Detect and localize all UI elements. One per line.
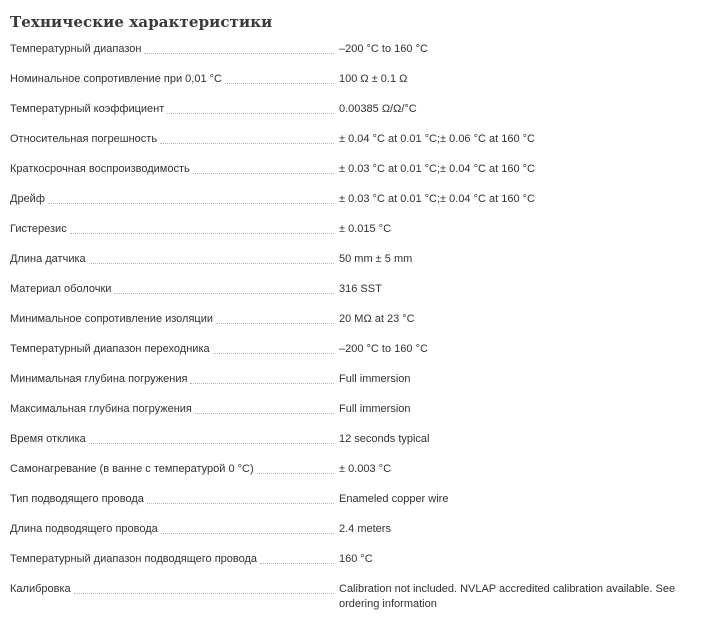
- spec-value: Full immersion: [339, 403, 411, 415]
- dotted-leader: [70, 222, 334, 234]
- spec-row: [0, 304, 728, 334]
- spec-row: [0, 244, 728, 274]
- spec-label-text: Максимальная глубина погружения: [10, 403, 192, 415]
- spec-label-text: Температурный диапазон подводящего провода: [10, 553, 258, 565]
- spec-value: 100 Ω ± 0.1 Ω: [339, 73, 408, 85]
- dotted-leader: [225, 72, 334, 84]
- spec-value: 50 mm ± 5 mm: [339, 253, 413, 265]
- dotted-leader: [260, 552, 334, 564]
- spec-label: [0, 574, 336, 604]
- spec-label-text: Калибровка: [10, 583, 71, 595]
- dotted-leader: [167, 102, 334, 114]
- spec-value: ± 0.03 °C at 0.01 °C;± 0.04 °C at 160 °C: [339, 193, 535, 205]
- spec-label: [0, 124, 336, 154]
- spec-label-text: Гистерезис: [10, 223, 67, 235]
- spec-value: –200 °C to 160 °C: [339, 43, 428, 55]
- spec-label: [0, 484, 336, 514]
- spec-row: [0, 544, 728, 574]
- dotted-leader: [89, 432, 334, 444]
- spec-label-text: Относительная погрешность: [10, 133, 158, 145]
- spec-value: 12 seconds typical: [339, 433, 430, 445]
- spec-list: [0, 34, 728, 610]
- dotted-leader: [114, 282, 334, 294]
- spec-row: [0, 424, 728, 454]
- spec-label: [0, 304, 336, 334]
- spec-label: [0, 94, 336, 124]
- dotted-leader: [193, 162, 334, 174]
- spec-label-text: Минимальное сопротивление изоляции: [10, 313, 214, 325]
- spec-label-text: Длина датчика: [10, 253, 86, 265]
- spec-label-text: Самонагревание (в ванне с температурой 0 °C): [10, 463, 254, 475]
- spec-label: [0, 394, 336, 424]
- spec-label: [0, 454, 336, 484]
- spec-label: [0, 64, 336, 94]
- spec-row: [0, 514, 728, 544]
- spec-value: ± 0.003 °C: [339, 463, 392, 475]
- dotted-leader: [160, 132, 334, 144]
- spec-label-text: Минимальная глубина погружения: [10, 373, 188, 385]
- spec-row: [0, 124, 728, 154]
- spec-label-text: Номинальное сопротивление при 0,01 °C: [10, 73, 222, 85]
- spec-value: 2.4 meters: [339, 523, 391, 535]
- spec-row: [0, 364, 728, 394]
- spec-row: [0, 574, 728, 610]
- spec-label: [0, 334, 336, 364]
- spec-label: [0, 544, 336, 574]
- spec-label: [0, 184, 336, 214]
- spec-label-text: Время отклика: [10, 433, 86, 445]
- spec-row: [0, 454, 728, 484]
- spec-value: Full immersion: [339, 373, 411, 385]
- spec-label-text: Температурный диапазон: [10, 43, 142, 55]
- spec-value: 0.00385 Ω/Ω/°C: [339, 103, 417, 115]
- spec-row: [0, 214, 728, 244]
- spec-label: [0, 214, 336, 244]
- dotted-leader: [257, 462, 334, 474]
- spec-value: Calibration not included. NVLAP accredited calibration available. See ordering information: [339, 583, 676, 610]
- spec-row: [0, 94, 728, 124]
- spec-value: –200 °C to 160 °C: [339, 343, 428, 355]
- spec-label-text: Температурный коэффициент: [10, 103, 165, 115]
- spec-value: ± 0.03 °C at 0.01 °C;± 0.04 °C at 160 °C: [339, 163, 535, 175]
- spec-value: 316 SST: [339, 283, 382, 295]
- spec-label-text: Материал оболочки: [10, 283, 112, 295]
- spec-label-text: Дрейф: [10, 193, 45, 205]
- spec-row: [0, 34, 728, 64]
- spec-value: 160 °C: [339, 553, 373, 565]
- dotted-leader: [74, 582, 334, 594]
- spec-label-text: Краткосрочная воспроизводимость: [10, 163, 190, 175]
- spec-label: [0, 34, 336, 64]
- spec-label: [0, 364, 336, 394]
- spec-label-text: Температурный диапазон переходника: [10, 343, 210, 355]
- spec-row: [0, 394, 728, 424]
- spec-label: [0, 244, 336, 274]
- spec-label: [0, 274, 336, 304]
- spec-value: ± 0.04 °C at 0.01 °C;± 0.06 °C at 160 °C: [339, 133, 535, 145]
- spec-row: [0, 484, 728, 514]
- page-title: Технические характеристики: [10, 13, 273, 31]
- spec-row: [0, 184, 728, 214]
- dotted-leader: [147, 492, 334, 504]
- spec-row: [0, 154, 728, 184]
- spec-value: 20 MΩ at 23 °C: [339, 313, 415, 325]
- spec-row: [0, 334, 728, 364]
- dotted-leader: [216, 312, 334, 324]
- spec-row: [0, 274, 728, 304]
- spec-label: [0, 424, 336, 454]
- spec-label-text: Длина подводящего провода: [10, 523, 158, 535]
- spec-label: [0, 154, 336, 184]
- dotted-leader: [195, 402, 334, 414]
- dotted-leader: [144, 42, 334, 54]
- dotted-leader: [213, 342, 334, 354]
- spec-label: [0, 514, 336, 544]
- dotted-leader: [89, 252, 334, 264]
- spec-value: ± 0.015 °C: [339, 223, 392, 235]
- spec-label-text: Тип подводящего провода: [10, 493, 144, 505]
- spec-row: [0, 64, 728, 94]
- dotted-leader: [190, 372, 334, 384]
- dotted-leader: [161, 522, 334, 534]
- dotted-leader: [48, 192, 334, 204]
- spec-value: Enameled copper wire: [339, 493, 449, 505]
